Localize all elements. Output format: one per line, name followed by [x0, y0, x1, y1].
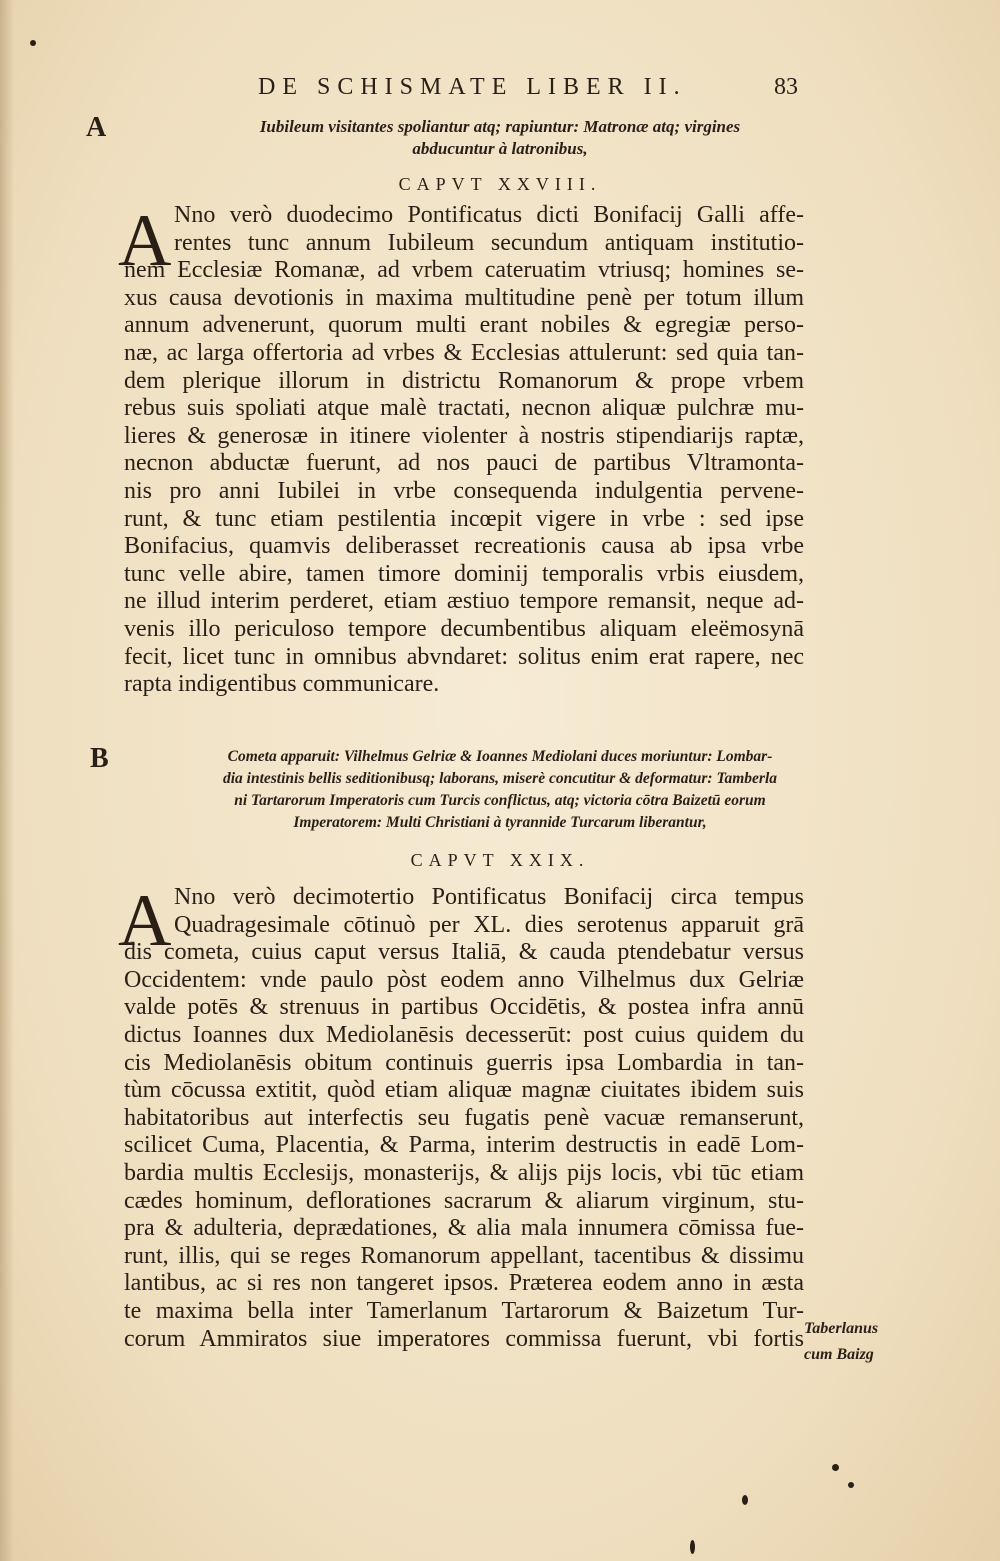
page-edge-shadow — [0, 0, 14, 1561]
text-line: dis cometa, cuius caput versus Italiā, & cauda ptendebatur versus — [124, 939, 804, 966]
text-line: Nno verò duodecimo Pontificatus dicti Bonifacij Galli affe- — [174, 202, 804, 228]
text-line: cædes hominum, deflorationes sacrarum & aliarum virginum, stu- — [124, 1187, 804, 1214]
ink-speck — [832, 1464, 839, 1471]
text-line: nem Ecclesiæ Romanæ, ad vrbem cateruatim vtriusq; homines se- — [124, 257, 804, 284]
text-line: habitatoribus aut interfectis seu fugatis penè vacuæ remanserunt, — [124, 1104, 804, 1131]
text-line: necnon abductæ fuerunt, ad nos pauci de partibus Vltramonta- — [124, 450, 804, 477]
running-head-title: DE SCHISMATE LIBER II. — [258, 74, 687, 100]
text-line: dictus Ioannes dux Mediolanēsis decesserūt: post cuius quidem du — [124, 1021, 804, 1048]
text-line: Quadragesimale cōtinuò per XL. dies serotenus apparuit grā — [174, 911, 804, 938]
text-line: bardia multis Ecclesijs, monasterijs, & alijs pijs locis, vbi tūc etiam — [124, 1159, 804, 1186]
text-line: dem plerique illorum in districtu Romanorum & prope vrbem — [124, 367, 804, 394]
argument-line: Imperatorem: Multi Christiani à tyrannide Turcarum liberantur, — [293, 814, 707, 831]
text-line: lantibus, ac si res non tangeret ipsos. Præterea eodem anno in æsta — [124, 1270, 804, 1297]
chapter-heading-29: CAPVT XXIX. — [410, 850, 590, 870]
text-line: lieres & generosæ in itinere violenter à nostris stipendiarijs raptæ, — [124, 422, 804, 449]
text-line: Bonifacius, quamvis deliberasset recreationis causa ab ipsa vrbe — [124, 533, 804, 560]
chapter-heading-28: CAPVT XXVIII. — [398, 174, 602, 194]
page-number: 83 — [774, 74, 798, 100]
text-line: pra & adulteria, deprædationes, & alia mala innumera cōmissa fue- — [124, 1215, 804, 1242]
text-line: rapta indigentibus communicare. — [124, 671, 440, 698]
text-line: rebus suis spoliati atque malè tractati, necnon aliquæ pulchræ mu- — [124, 395, 804, 422]
text-line: runt, & tunc etiam pestilentia incœpit vigere in vrbe : sed ipse — [124, 505, 804, 532]
text-line: cis Mediolanēsis obitum continuis guerris ipsa Lombardia in tan- — [124, 1049, 804, 1076]
drop-cap-b: A — [118, 880, 172, 962]
text-line: runt, illis, qui se reges Romanorum appellant, tacentibus & dissimu — [124, 1242, 804, 1269]
margin-note-line: cum Baizg — [804, 1346, 874, 1363]
chapter-29-text — [124, 884, 804, 1353]
ink-speck — [690, 1540, 695, 1554]
chapter-argument-a — [130, 116, 870, 160]
text-line: Occidentem: vnde paulo pòst eodem anno Vilhelmus dux Gelriæ — [124, 966, 804, 993]
drop-cap-a: A — [118, 200, 172, 282]
ink-speck — [848, 1482, 854, 1488]
text-line: nis pro anni Iubilei in vrbe consequenda indulgentia pervene- — [124, 477, 804, 504]
argument-line: ni Tartarorum Imperatoris cum Turcis conflictus, atq; victoria cōtra Baizetū eorum — [234, 792, 766, 809]
chapter-argument-b — [100, 746, 900, 834]
section-marker-b: B — [90, 743, 109, 774]
text-line: rentes tunc annum Iubileum secundum antiquam institutio- — [174, 229, 804, 256]
ink-speck — [742, 1495, 748, 1505]
text-line: te maxima bella inter Tamerlanum Tartarorum & Baizetum Tur- — [124, 1297, 804, 1324]
text-line: ne illud interim perderet, etiam æstiuo tempore remansit, neque ad- — [124, 588, 804, 615]
argument-line: Cometa apparuit: Vilhelmus Gelriæ & Ioannes Mediolani duces moriuntur: Lombar- — [227, 748, 773, 765]
text-line: valde potēs & strenuus in partibus Occidētis, & postea infra annū — [124, 994, 804, 1021]
margin-note — [804, 1316, 878, 1368]
margin-note-line: Taberlanus — [804, 1320, 879, 1337]
chapter-28-text — [124, 202, 804, 699]
ink-speck — [30, 40, 36, 46]
text-line: Nno verò decimotertio Pontificatus Bonifacij circa tempus — [174, 884, 804, 910]
text-line: tunc velle abire, tamen timore dominij temporalis vrbis eiusdem, — [124, 560, 804, 587]
text-line: venis illo periculoso tempore decumbentibus aliquam eleëmosynā — [124, 615, 804, 642]
argument-line: dia intestinis bellis seditionibusq; laborans, miserè concutitur & deformatur: Tamberla — [222, 770, 778, 787]
text-line: tùm cōcussa extitit, quòd etiam aliquæ magnæ ciuitates ibidem suis — [124, 1077, 804, 1104]
text-line: annum advenerunt, quorum multi erant nobiles & egregiæ perso- — [124, 312, 804, 339]
text-line: scilicet Cuma, Placentia, & Parma, interim destructis in eadē Lom- — [124, 1132, 804, 1159]
argument-line: Iubileum visitantes spoliantur atq; rapiuntur: Matronæ atq; virgines — [259, 117, 741, 136]
text-line: fecit, licet tunc in omnibus abvndaret: solitus enim erat rapere, nec — [124, 643, 804, 670]
argument-line: abducuntur à latronibus, — [412, 139, 588, 158]
text-line: corum Ammiratos siue imperatores commissa fuerunt, vbi fortis — [124, 1325, 804, 1352]
text-line: næ, ac larga offertoria ad vrbes & Ecclesias attulerunt: sed quia tan- — [124, 339, 804, 366]
text-line: xus causa devotionis in maxima multitudine penè per totum illum — [124, 284, 804, 311]
running-head — [258, 74, 798, 104]
section-marker-a: A — [86, 112, 107, 143]
